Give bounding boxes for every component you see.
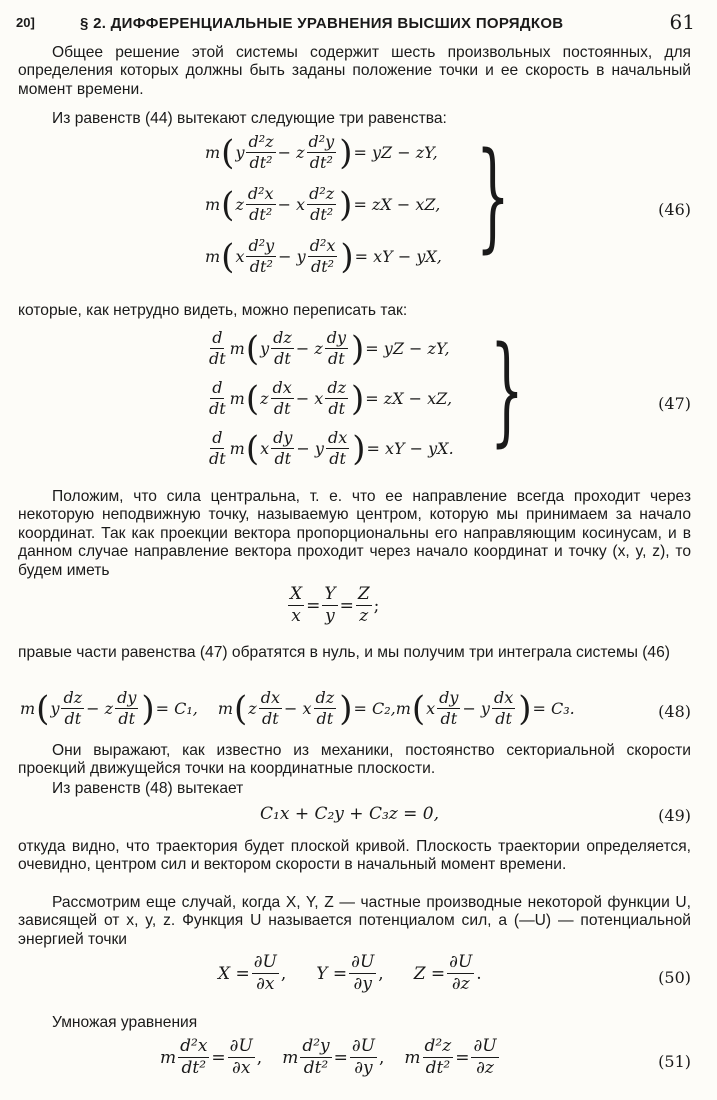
equation-47-line-3: $\frac{d}{dt}$ m ( x $\frac{dy}{dt}$ − y $\frac{dx}{dt}$ ) = xY − yX. [209,428,454,469]
equation-number-48: (48) [658,702,691,721]
paragraph-rewrite: которые, как нетрудно видеть, можно переписать так: [18,302,408,319]
equation-50: X = $\frac{\partial U}{\partial x}$ , Y = $\frac{\partial U}{\partial y}$ , Z = $\frac{\partial U}{\partial z}$ . (50) [218,952,691,994]
paragraph-potential: Рассмотрим еще случай, когда X, Y, Z — частные производные некоторой функции U, зависящей от x, y, z. Функция U называется потенциалом сил, а (—U) — потенциальной энергией точки [18,894,691,948]
equation-number-47: (47) [658,394,691,413]
paragraph-multiplying: Умножая уравнения [52,1014,198,1031]
section-marker: 20] [16,15,35,30]
paragraph-from-48: Из равенств (48) вытекает [52,780,244,797]
equation-48-line: m ( y $\frac{dz}{dt}$ − z $\frac{dy}{dt}$ ) = C₁, m ( z $\frac{dx}{dt}$ − x $\frac{dz}{dt}$ ) = C₂, m ( x $\frac{dy}{dt}$ − y $\frac{dx}{dt}$ ) = C₃. [20,688,575,729]
equation-47 [0,320,717,480]
equation-number-46: (46) [658,200,691,219]
right-brace-47: } [490,320,524,458]
equation-47-line-1: $\frac{d}{dt}$ m ( y $\frac{dz}{dt}$ − z $\frac{dy}{dt}$ ) = yZ − zY, [209,328,450,369]
paragraph-plane-curve: откуда видно, что траектория будет плоской кривой. Плоскость траектории определяется, очевидно, центром сил и вектором скорости в начальный момент времени. [18,838,691,874]
equation-number-51: (51) [658,1052,691,1071]
page-number: 61 [669,10,695,34]
equation-ratio: $\frac{X}{x}$ = $\frac{Y}{y}$ = $\frac{Z}{z}$ ; [290,584,380,626]
paragraph-from-equalities: Из равенств (44) вытекают следующие три равенства: [52,110,447,127]
equation-47-line-2: $\frac{d}{dt}$ m ( z $\frac{dx}{dt}$ − x $\frac{dz}{dt}$ ) = zX − xZ, [209,378,453,419]
equation-49: C₁x + C₂y + C₃z = 0, (49) [260,804,691,825]
running-title: § 2. ДИФФЕРЕНЦИАЛЬНЫЕ УРАВНЕНИЯ ВЫСШИХ ПОРЯДКОВ [80,15,564,32]
equation-46-line-2: m ( z $\frac{\text{d²x}}{\text{dt²}}$ − x $\frac{\text{d²z}}{\text{dt²}}$ ) = zX − xZ, [205,184,441,225]
equation-number-49: (49) [658,806,691,825]
equation-48 [0,690,717,740]
equation-46 [0,126,717,284]
paragraph-right-sides: правые части равенства (47) обратятся в нуль, и мы получим три интеграла системы (46) [18,644,670,661]
paragraph-general-solution: Общее решение этой системы содержит шесть произвольных постоянных, для определения которых должны быть заданы положение точки и ее скорость в начальный момент времени. [18,44,691,98]
equation-51: m $\frac{\text{d²x}}{\text{dt²}}$ = $\frac{\partial U}{\partial x}$ , m $\frac{\text{d²y}}{\text{dt²}}$ = $\frac{\partial U}{\partial y}$ , m $\frac{\text{d²z}}{\text{dt²}}$ = $\frac{\partial U}{\partial z}$ (51) [160,1036,691,1078]
right-brace-46: } [476,126,510,264]
equation-number-50: (50) [658,968,691,987]
equation-46-line-3: m ( x $\frac{\text{d²y}}{\text{dt²}}$ − y $\frac{\text{d²x}}{\text{dt²}}$ ) = xY − yX, [205,236,442,277]
paragraph-central-force: Положим, что сила центральна, т. е. что ее направление всегда проходит через некоторую неподвижную точку, называемую центром, которую мы принимаем за начало координат. Так как проекции вектора пропорциональны его направляющим косинусам, и в данном случае направление вектора проходит через начало координат и точку (x, y, z), то будем иметь [18,488,691,579]
paragraph-sectorial: Они выражают, как известно из механики, постоянство секториальной скорости проекций движущейся точки на координатные плоскости. [18,742,691,778]
running-header [16,10,695,36]
equation-46-line-1: m ( y $\frac{\text{d²z}}{\text{dt²}}$ − z $\frac{\text{d²y}}{\text{dt²}}$ ) = yZ − zY, [205,132,438,173]
